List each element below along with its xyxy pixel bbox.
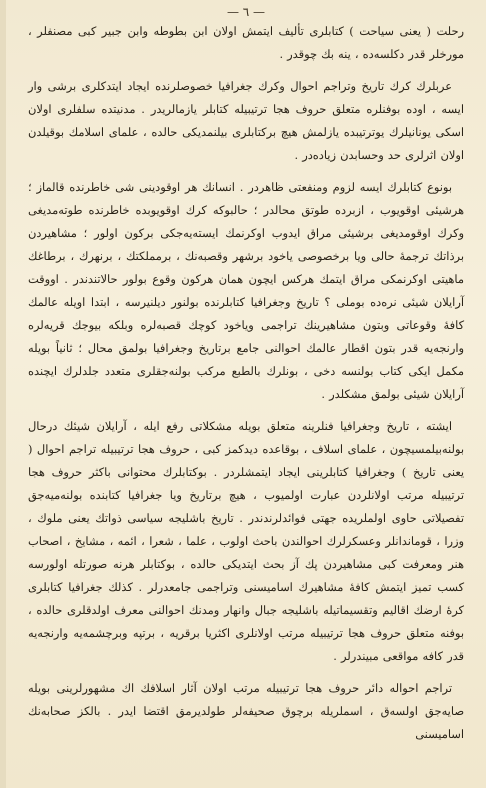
paragraph-5: تراجم احواله دائر حروف هجا ترتيبيله مرتب اولان آثار اسلافك اك مشهورلرينى بويله صايه‌جق اولسه‌ق ، اسملريله برچوق صحيفه‌لر طولديرمق اقتضا ايدر . بالكز صحابه‌نك اساميسنى xyxy=(28,681,464,741)
paragraph-3: بونوع كتابلرك ايسه لزوم ومنفعتى ظاهردر . انسانك هر اوقودينى شى خاطرنده قالماز ؛ هرشيئى اوقويوب ، ازبرده طوتق محالدر ؛ حالبوكه كرك اوقويوبده خاطرنده طوته‌مديغى وكرك اوقومديغى برشيئى مراق ايدوب اوكرنمك ايسته‌يه‌جكى بركون اولور ؛ مشاهيردن برذاتك ترجمهٔ حالى ويا برخصوصى ياخود برشهر وقصبه‌نك ، برمملكتك ، برنهرك ، برطاغك ماهيتى اوكرنمكى مراق ايتمك هركس ايچون همان هركون وقوع بولور حالاتندندر . اووقت آرايلان شيئى نره‌ده بوملى ؟ تاريخ وجغرافيا كتابلرنده بولنور ديلنيرسه ، ابتدا اويله عالمك كافهٔ وقوعاتى وبتون مشاهيرينك تراجمى وياخود كوچك قصبه‌لره وبلكه بيوجك قريه‌لره وارنجه‌يه قدر بتون اقطار عالمك احوالنى جامع برتاريخ وجغرافيا بولمق محال ؛ ثانياً بويله مكمل ايكى كتاب بولنسه دخى ، بونلرك بالطبع مركب بولنه‌جقلرى متعدد جلدلرك ايچنده آرايلان شيئى بولمق مشكلدر . xyxy=(28,180,464,401)
paragraph-1: رحلت ( يعنى سياحت ) كتابلرى تأليف ايتمش اولان ابن بطوطه وابن جبير كبى مصنفلر ، مورخلر قدر دكلسه‌ده ، ينه بك چوقدر . xyxy=(28,24,464,61)
body-text xyxy=(28,20,464,746)
paragraph-4: ايشته ، تاريخ وجغرافيا فنلرينه متعلق بويله مشكلاتى رفع ايله ، آرايلان شيئك درحال بولنه‌بيلمسيچون ، علماى اسلاف ، بوقاعده ديدكمز كبى ، حروف هجا ترتيبيله تراجم احوال ( يعنى تاريخ ) وجغرافيا كتابلرينى ايجاد ايتمشلردر . بوكتابلرك محتوانى باكثر حروف هجا ترتيبيله مرتب اولانلردن عبارت اولميوب ، هيچ برتاريخ ويا جغرافيا كتابنده بولنه‌ميه‌جق تفصيلاتى حاوى اولملريده جهتى فوائدلرندندر . تاريخ باشليجه سياسى ذواتك يعنى ملوك ، وزرا ، قوماندانلر وعسكرلرك احوالندن باحث اولوب ، علما ، شعرا ، ائمه ، مشايخ ، اصحاب هنر ومعرفت كبى مشاهيردن پك آز بحث ايتديكى حالده ، بوكتابلر هرنه صورتله اولورسه كسب تميز ايتمش كافهٔ مشاهيرك اساميسنى وتراجمى جامعدرلر . كذلك جغرافيا كتابلرى كرهٔ ارضك اقاليم وتقسيماتيله باشليجه جبال وانهار ومدنك احوالنى معرف اولدقلرى حالده ، بوفنه متعلق حروف هجا ترتيبيله مرتب اولانلرى اكثريا برقريه ، برتپه وبرچشمه‌يه وارنجه‌يه قدر كافه مواقعى مبيندرلر . xyxy=(28,419,464,663)
paragraph-2: عربلرك كرك تاريخ وتراجم احوال وكرك جغرافيا خصوصلرنده ايجاد ايتدكلرى برشى وار ايسه ، اوده بوفنلره متعلق حروف هجا ترتيبيله كتابلر يازمالريدر . مدنيتده سلفلرى اولان اسكى يونانيلرك يوترتيبده يازلمش هيچ بركتابلرى بيلنمديكى حالده ، علماى اسلامك بوقيلدن اولان اثرلرى حد وحسابدن زياده‌در . xyxy=(28,79,464,162)
page-number: — ٦ — xyxy=(226,5,266,19)
